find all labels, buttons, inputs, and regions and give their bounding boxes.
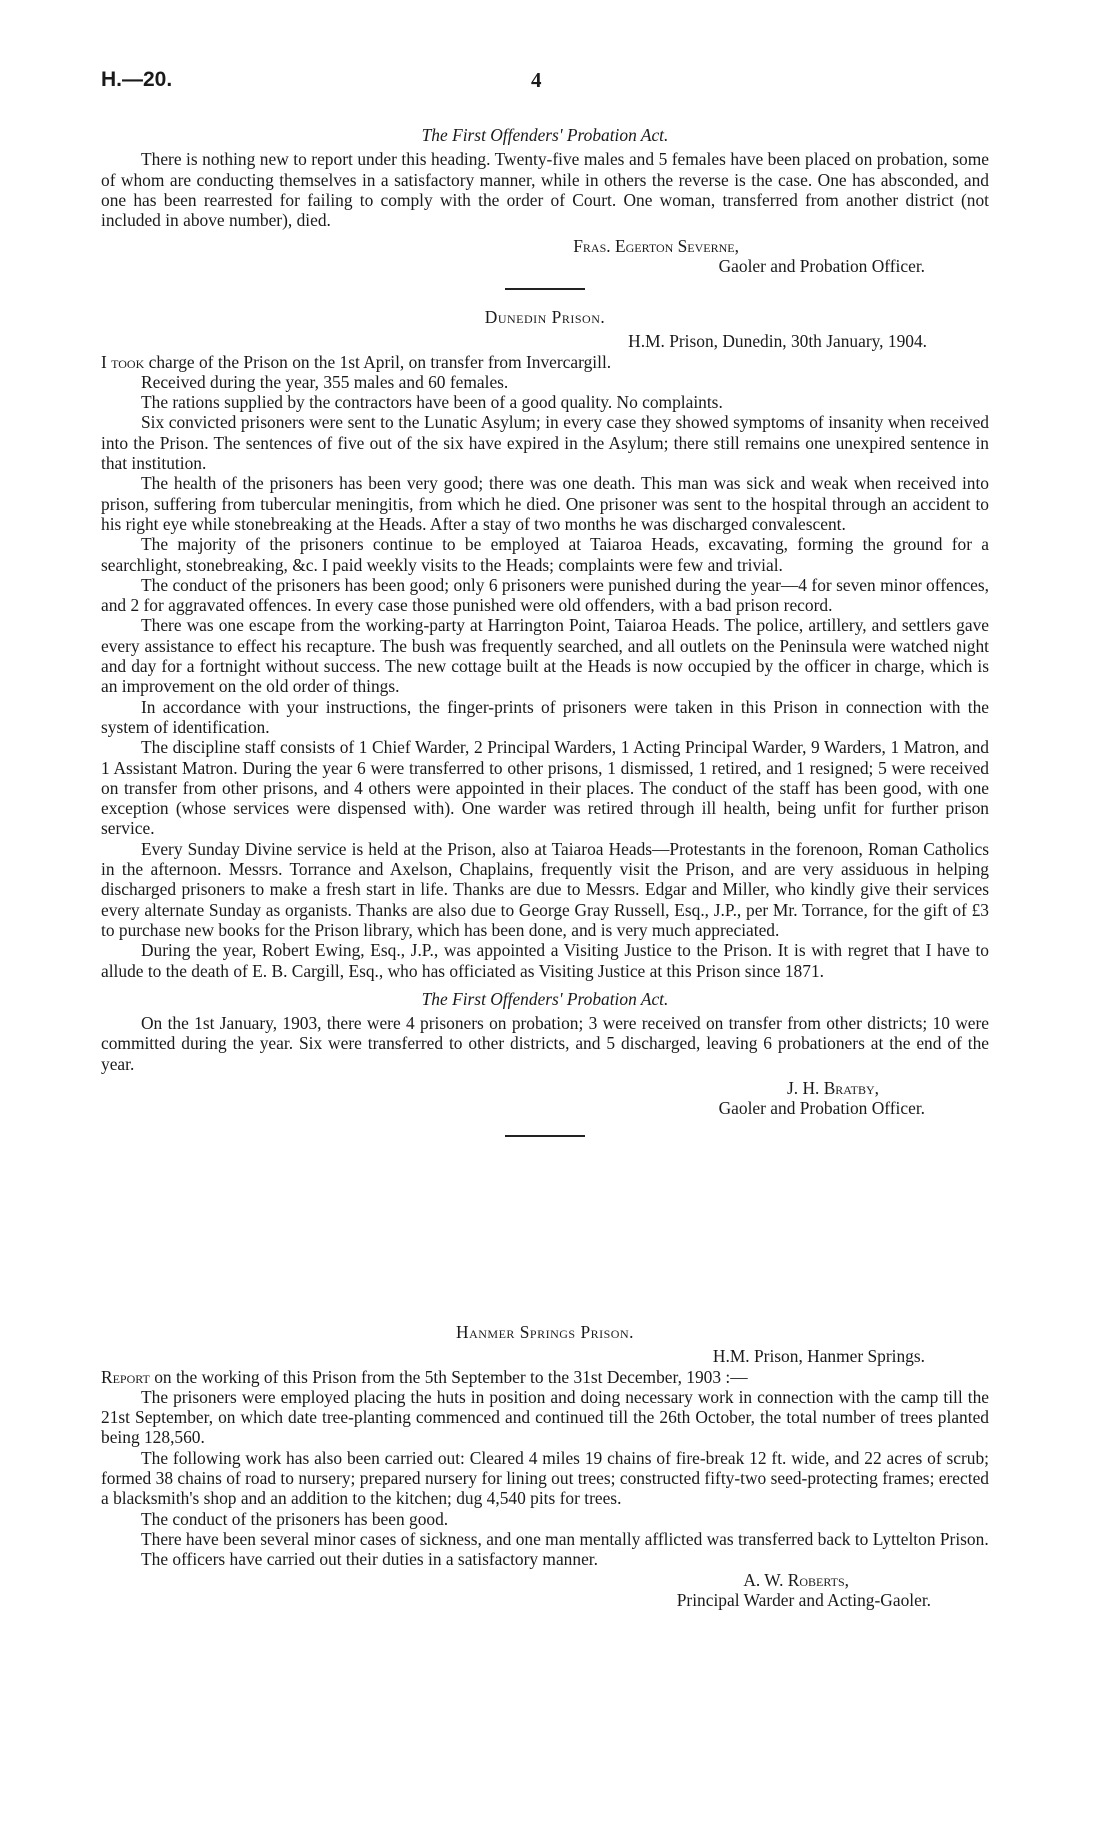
paragraph: Received during the year, 355 males and 60 females. <box>141 371 509 392</box>
paragraph: The conduct of the prisoners has been good. <box>141 1508 449 1529</box>
paragraph: The conduct of the prisoners has been good; only 6 prisoners were punished during the year—4 for seven minor offences, and 2 for aggravated offences. In every case those punished were old offenders, with a bad prison record. <box>101 574 989 616</box>
paragraph: On the 1st January, 1903, there were 4 prisoners on probation; 3 were received on transfer from other districts; 10 were committed during the year. Six were transferred to other districts, and 5 discharged, leaving 6 probationers at the end of the year. <box>101 1013 989 1074</box>
section-title: The First Offenders' Probation Act. <box>421 125 669 145</box>
paragraph: The majority of the prisoners continue to be employed at Taiaroa Heads, excavating, forming the ground for a searchlight, stonebreaking, &c. I paid weekly visits to the Heads; complaints were few and trivial. <box>101 534 989 575</box>
signatory-title: Gaoler and Probation Officer. <box>718 256 925 277</box>
section-divider <box>505 1135 585 1137</box>
paragraph: There have been several minor cases of sickness, and one man mentally afflicted was transferred back to Lyttelton Prison. <box>141 1528 989 1549</box>
paragraph: During the year, Robert Ewing, Esq., J.P., was appointed a Visiting Justice to the Prison. It is with regret that I have to allude to the death of E. B. Cargill, Esq., who has officiated as Visiting Justice at this Prison since 1871. <box>101 940 989 981</box>
section-dunedin-prison <box>101 307 989 1155</box>
paragraph: The rations supplied by the contractors have been of a good quality. No complaints. <box>141 392 723 413</box>
section-probation-act-1 <box>101 125 989 230</box>
section-divider <box>505 288 585 290</box>
paragraph: The following work has also been carried out: Cleared 4 miles 19 chains of fire-break 12 ft. wide, and 22 acres of scrub; formed 38 chains of road to nursery; prepared nursery for lining out trees; constructed fifty-two seed-protecting frames; erected a blacksmith's shop and an addition to the kitchen; dug 4,540 pits for trees. <box>101 1447 989 1509</box>
signatory-title: Principal Warder and Acting-Gaoler. <box>676 1589 931 1610</box>
signatory-title: Gaoler and Probation Officer. <box>718 1098 925 1119</box>
paragraph: There was one escape from the working-party at Harrington Point, Taiaroa Heads. The police, artillery, and settlers gave every assistance to effect his recapture. The bush was frequently searched, and all outlets on the Peninsula were watched night and day for a fortnight without success. The new cottage built at the Heads is now occupied by the officer in charge, which is an improvement on the old order of things. <box>101 615 989 697</box>
signatory-name: Fras. Egerton Severne, <box>573 236 739 256</box>
divider-wrap <box>101 272 989 308</box>
signatory-name: A. W. Roberts, <box>743 1569 849 1590</box>
paragraph: In accordance with your instructions, the finger-prints of prisoners were taken in this Prison in connection with the system of identification. <box>101 696 989 737</box>
dateline: H.M. Prison, Hanmer Springs. <box>712 1346 925 1367</box>
signature-block <box>101 236 989 277</box>
section-title: Hanmer Springs Prison. <box>456 1322 634 1342</box>
signatory-name: J. H. Bratby, <box>786 1077 879 1098</box>
paragraph: There is nothing new to report under this heading. Twenty-five males and 5 females have been placed on probation, some of whom are conducting themselves in a satisfactory manner, while in others the reverse is the case. One has absconded, and one has been rearrested for failing to comply with the order of Court. One woman, transferred from another district (not included in above number), died. <box>101 149 989 231</box>
section-hanmer-springs-prison <box>101 1322 989 1610</box>
section-title: Dunedin Prison. <box>484 307 606 327</box>
paragraph: Six convicted prisoners were sent to the Lunatic Asylum; in every case they showed symptoms of insanity when received into the Prison. The sentences of five out of the six have expired in the Asylum; there still remains one unexpired sentence in that institution. <box>101 412 989 474</box>
opening-paragraph: I took charge of the Prison on the 1st April, on transfer from Invercargill. <box>101 351 612 372</box>
page-header <box>101 70 994 96</box>
paragraph: The prisoners were employed placing the huts in position and doing necessary work in connection with the camp till the 21st September, on which date tree-planting commenced and continued till the 26th October, the total number of trees planted being 128,560. <box>101 1386 989 1448</box>
paragraph: Every Sunday Divine service is held at the Prison, also at Taiaroa Heads—Protestants in the forenoon, Roman Catholics in the afternoon. Messrs. Torrance and Axelson, Chaplains, frequently visit the Prison, and are very assiduous in helping discharged prisoners to make a fresh start in life. Thanks are due to Messrs. Edgar and Miller, who kindly give their services every alternate Sunday as organists. Thanks are also due to George Gray Russell, Esq., J.P., per Mr. Torrance, for the gift of £3 to purchase new books for the Prison library, which has been done, and is very much appreciated. <box>101 838 989 940</box>
opening-paragraph: Report on the working of this Prison from the 5th September to the 31st December, 1903 :— <box>101 1366 748 1387</box>
page-number: 4 <box>531 68 542 92</box>
paragraph: The discipline staff consists of 1 Chief Warder, 2 Principal Warders, 1 Acting Principal Warder, 9 Warders, 1 Matron, and 1 Assistant Matron. During the year 6 were transferred to other prisons, 1 dismissed, 1 retired, and 1 resigned; 5 were received on transfer from other prisons, and 4 others were appointed in their places. The conduct of the staff has been good, with one exception (whose services were dispensed with). One warder was retired through ill health, being unfit for further prison service. <box>101 737 989 839</box>
dateline: H.M. Prison, Dunedin, 30th January, 1904. <box>628 331 927 352</box>
paragraph: The officers have carried out their duties in a satisfactory manner. <box>141 1549 598 1570</box>
paragraph: The health of the prisoners has been very good; there was one death. This man was sick and weak when received into prison, suffering from tubercular meningitis, from which he died. One prisoner was sent to the hospital through an accident to his right eye while stonebreaking at the Heads. After a stay of two months he was discharged convalescent. <box>101 473 989 534</box>
subsection-title: The First Offenders' Probation Act. <box>421 988 669 1009</box>
parliamentary-paper-number: H.—20. <box>101 68 173 91</box>
